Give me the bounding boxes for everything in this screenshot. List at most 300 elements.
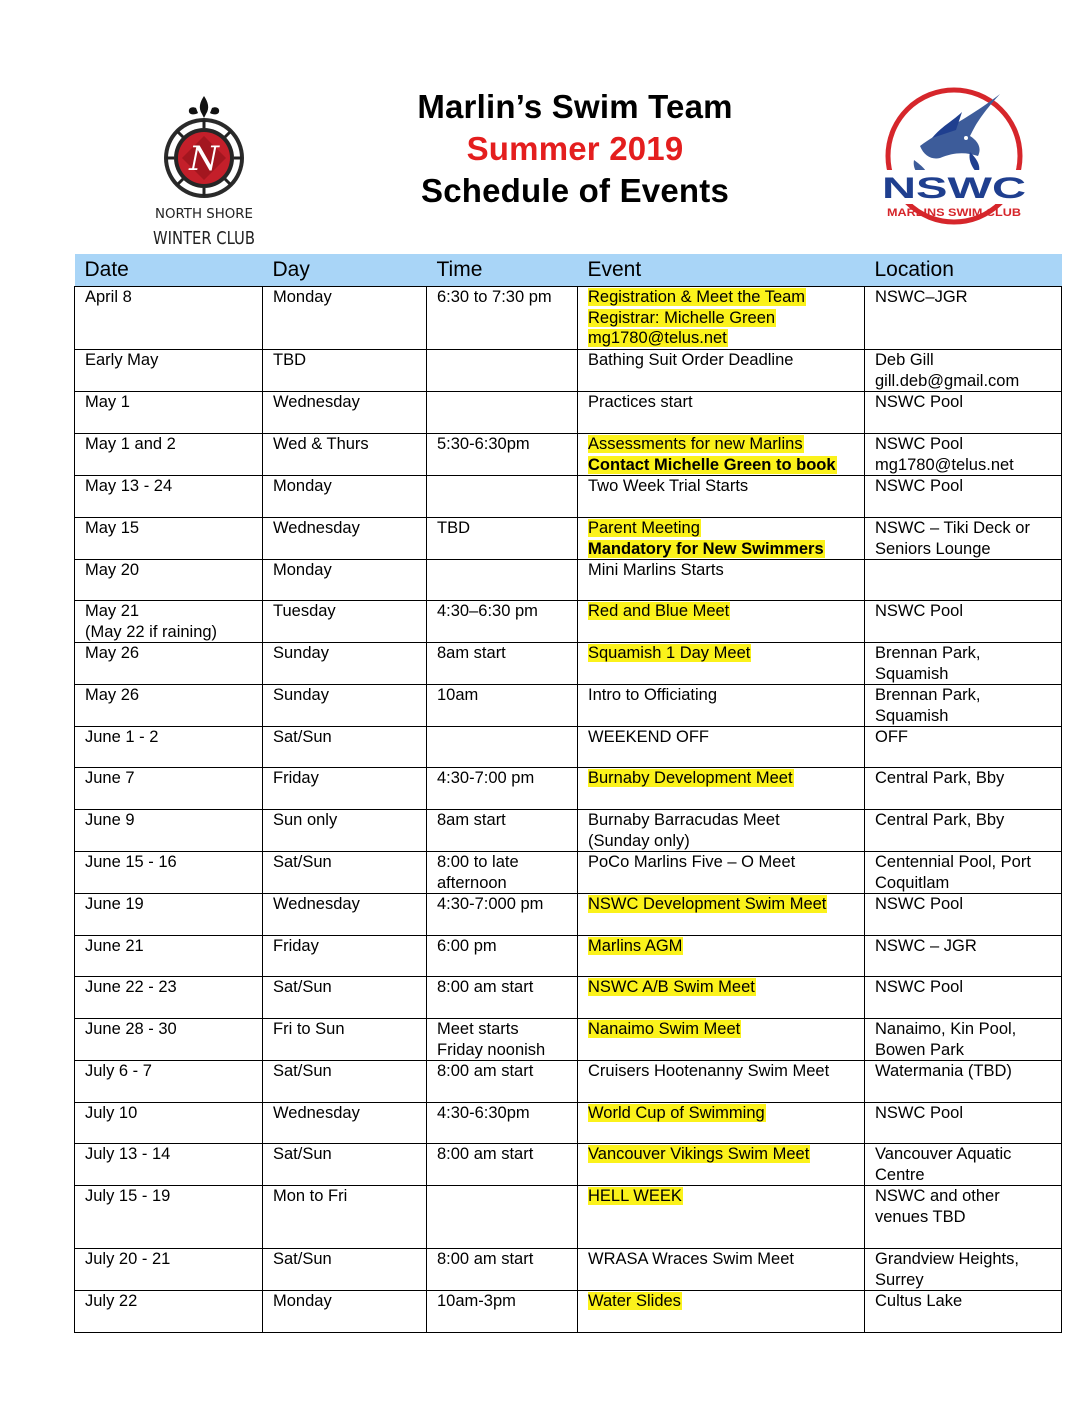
day-text-run: Sat/Sun [273, 1250, 332, 1268]
date-text-run: May 20 [85, 561, 140, 579]
time-text-run: 4:30-6:30pm [437, 1104, 530, 1122]
table-row [75, 1186, 1062, 1249]
cell-event [578, 1103, 865, 1144]
cell-day [263, 1249, 427, 1291]
location-text [875, 1165, 1061, 1186]
time-text [437, 1291, 577, 1312]
cell-event [578, 350, 865, 392]
date-text-run: May 1 and 2 [85, 435, 176, 453]
cell-time [427, 518, 578, 560]
day-text-run: Sat/Sun [273, 978, 332, 996]
day-text-run: Monday [273, 1292, 332, 1310]
day-text [273, 434, 426, 455]
date-text-run: May 13 - 24 [85, 477, 173, 495]
cell-day [263, 560, 427, 601]
cell-day [263, 392, 427, 434]
cell-time [427, 643, 578, 685]
location-text [875, 768, 1061, 789]
time-text [437, 894, 577, 915]
location-text [875, 873, 1061, 894]
cell-location [865, 852, 1062, 894]
cell-location [865, 287, 1062, 350]
title-team: Marlin’s Swim Team [417, 88, 733, 125]
date-text [85, 287, 262, 308]
table-row [75, 768, 1062, 810]
day-text [273, 601, 426, 622]
event-text [588, 1019, 864, 1040]
time-text-run: TBD [437, 519, 470, 537]
day-text [273, 1249, 426, 1270]
table-row [75, 1291, 1062, 1333]
location-text [875, 350, 1061, 371]
logo-nswc-text: NSWC [882, 172, 1026, 205]
cell-time [427, 936, 578, 977]
cell-event [578, 1144, 865, 1186]
date-text-run: July 22 [85, 1292, 138, 1310]
event-text-run: WEEKEND OFF [588, 728, 710, 746]
time-text [437, 1144, 577, 1165]
location-text-run: Squamish [875, 664, 949, 683]
event-text [588, 308, 864, 329]
cell-location [865, 1019, 1062, 1061]
event-text [588, 350, 864, 371]
cell-date [75, 518, 263, 560]
location-text-run: NSWC and other [875, 1187, 1000, 1205]
cell-date [75, 1144, 263, 1186]
cell-location [865, 476, 1062, 518]
date-text-run: June 9 [85, 811, 135, 829]
location-text [875, 476, 1061, 497]
day-text [273, 560, 426, 581]
time-text-run: 8am start [437, 811, 506, 829]
event-text-run: Squamish 1 Day Meet [588, 644, 751, 662]
cell-location [865, 685, 1062, 727]
table-row [75, 810, 1062, 852]
event-text [588, 539, 864, 560]
location-text-run: mg1780@telus.net [875, 455, 1014, 474]
table-row [75, 727, 1062, 768]
time-text [437, 287, 577, 308]
cell-time [427, 977, 578, 1019]
date-text-run: July 13 - 14 [85, 1145, 171, 1163]
table-row [75, 977, 1062, 1019]
cell-day [263, 852, 427, 894]
day-text [273, 810, 426, 831]
cell-day [263, 727, 427, 768]
event-text [588, 685, 864, 706]
cell-time [427, 1186, 578, 1249]
cell-time [427, 434, 578, 476]
date-text-run: May 21 [85, 602, 140, 620]
event-text-run: Parent Meeting [588, 519, 700, 537]
day-text [273, 1186, 426, 1207]
date-text [85, 810, 262, 831]
cell-time [427, 350, 578, 392]
day-text [273, 1144, 426, 1165]
time-text-run: 6:00 pm [437, 937, 497, 955]
time-text [437, 852, 577, 873]
cell-date [75, 1249, 263, 1291]
location-text-run: NSWC Pool [875, 895, 964, 913]
time-text-run: 10am-3pm [437, 1292, 516, 1310]
event-text [588, 1186, 864, 1207]
event-text-run: Mini Marlins Starts [588, 561, 724, 579]
date-text-run: May 1 [85, 393, 130, 411]
event-text-run: Registrar: Michelle Green [588, 308, 776, 327]
location-text-run: OFF [875, 728, 908, 746]
day-text-run: Sat/Sun [273, 853, 332, 871]
date-text [85, 1019, 262, 1040]
day-text-run: Monday [273, 477, 332, 495]
cell-day [263, 1144, 427, 1186]
event-text [588, 643, 864, 664]
table-row [75, 434, 1062, 476]
event-text-run: Two Week Trial Starts [588, 477, 749, 495]
date-text-run: June 1 - 2 [85, 728, 159, 746]
cell-date [75, 392, 263, 434]
day-text [273, 350, 426, 371]
table-row [75, 643, 1062, 685]
location-text [875, 727, 1061, 748]
cell-event [578, 768, 865, 810]
date-text [85, 518, 262, 539]
cell-date [75, 601, 263, 643]
cell-day [263, 350, 427, 392]
event-text-run: Water Slides [588, 1292, 681, 1310]
cell-time [427, 392, 578, 434]
location-text-run: Vancouver Aquatic [875, 1145, 1012, 1163]
date-text [85, 350, 262, 371]
event-text-run: Assessments for new Marlins [588, 435, 803, 453]
cell-location [865, 768, 1062, 810]
time-text [437, 434, 577, 455]
date-text-run: June 19 [85, 895, 144, 913]
location-text [875, 1061, 1061, 1082]
cell-location [865, 601, 1062, 643]
cell-location [865, 1186, 1062, 1249]
cell-date [75, 560, 263, 601]
event-text [588, 727, 864, 748]
location-text-run: Watermania (TBD) [875, 1062, 1012, 1080]
day-text [273, 476, 426, 497]
location-text-run: Cultus Lake [875, 1292, 963, 1310]
time-text [437, 768, 577, 789]
event-text [588, 852, 864, 873]
cell-event [578, 476, 865, 518]
time-text [437, 1103, 577, 1124]
location-text-run: NSWC Pool [875, 477, 964, 495]
cell-date [75, 1019, 263, 1061]
event-text-run: Bathing Suit Order Deadline [588, 351, 794, 369]
event-text-run: Vancouver Vikings Swim Meet [588, 1145, 810, 1163]
cell-event [578, 685, 865, 727]
cell-date [75, 434, 263, 476]
cell-day [263, 434, 427, 476]
event-text-run: Marlins AGM [588, 937, 683, 955]
logo-club-text: MARLINS SWIM CLUB [887, 207, 1022, 219]
cell-location [865, 1249, 1062, 1291]
date-text [85, 894, 262, 915]
date-text-run: May 26 [85, 686, 140, 704]
cell-day [263, 894, 427, 936]
location-text [875, 455, 1061, 476]
location-text [875, 518, 1061, 539]
event-text [588, 1061, 864, 1082]
cell-time [427, 1144, 578, 1186]
day-text-run: Sat/Sun [273, 1062, 332, 1080]
column-header-time: Time [427, 254, 578, 287]
location-text-run: NSWC Pool [875, 602, 964, 620]
date-text [85, 768, 262, 789]
day-text-run: Wednesday [273, 519, 360, 537]
time-text [437, 1019, 577, 1040]
day-text [273, 1061, 426, 1082]
svg-text:N: N [189, 139, 219, 179]
date-text [85, 601, 262, 622]
cell-date [75, 350, 263, 392]
event-text [588, 977, 864, 998]
cell-event [578, 810, 865, 852]
event-text [588, 287, 864, 308]
day-text-run: Tuesday [273, 602, 336, 620]
time-text [437, 1040, 577, 1061]
cell-time [427, 476, 578, 518]
event-text-run: NSWC Development Swim Meet [588, 895, 827, 913]
cell-event [578, 727, 865, 768]
cell-location [865, 977, 1062, 1019]
date-text [85, 936, 262, 957]
location-text-run: Central Park, Bby [875, 811, 1005, 829]
location-text [875, 539, 1061, 560]
event-text [588, 560, 864, 581]
time-text [437, 518, 577, 539]
time-text [437, 936, 577, 957]
date-text [85, 1103, 262, 1124]
day-text-run: TBD [273, 351, 306, 369]
location-text [875, 1186, 1061, 1207]
day-text-run: Sat/Sun [273, 1145, 332, 1163]
day-text-run: Sat/Sun [273, 728, 332, 746]
cell-date [75, 287, 263, 350]
cell-date [75, 894, 263, 936]
location-text-run: NSWC Pool [875, 435, 964, 453]
marlins-swim-club-logo [870, 86, 1038, 226]
date-text-run: June 7 [85, 769, 135, 787]
day-text-run: Friday [273, 769, 319, 787]
time-text-run: 6:30 to 7:30 pm [437, 288, 552, 306]
cell-date [75, 977, 263, 1019]
cell-time [427, 560, 578, 601]
cell-time [427, 768, 578, 810]
location-text [875, 1144, 1061, 1165]
time-text-run: 8:00 to late [437, 853, 519, 871]
event-text-run: NSWC A/B Swim Meet [588, 978, 755, 996]
time-text-run: 8am start [437, 644, 506, 662]
event-text-run: Nanaimo Swim Meet [588, 1020, 741, 1038]
time-text [437, 1061, 577, 1082]
table-row [75, 852, 1062, 894]
cell-time [427, 1103, 578, 1144]
time-text-run: 5:30-6:30pm [437, 435, 530, 453]
time-text-run: 4:30-7:00 pm [437, 769, 535, 787]
day-text [273, 685, 426, 706]
day-text-run: Sun only [273, 811, 338, 829]
location-text-run: Squamish [875, 706, 949, 725]
cell-event [578, 518, 865, 560]
day-text [273, 1291, 426, 1312]
location-text-run: Nanaimo, Kin Pool, [875, 1020, 1017, 1038]
location-text-run: Surrey [875, 1270, 924, 1289]
date-text-run: June 28 - 30 [85, 1020, 177, 1038]
location-text [875, 601, 1061, 622]
cell-event [578, 1186, 865, 1249]
cell-date [75, 936, 263, 977]
cell-date [75, 1061, 263, 1103]
cell-event [578, 1291, 865, 1333]
cell-location [865, 643, 1062, 685]
time-text [437, 643, 577, 664]
date-text [85, 622, 262, 643]
event-text-run: Practices start [588, 393, 693, 411]
cell-date [75, 768, 263, 810]
table-row [75, 601, 1062, 643]
cell-date [75, 643, 263, 685]
event-text-run: Burnaby Development Meet [588, 769, 793, 787]
event-text-run: Registration & Meet the Team [588, 288, 806, 306]
event-text-run: HELL WEEK [588, 1187, 682, 1205]
cell-date [75, 727, 263, 768]
north-shore-winter-club-logo [152, 96, 256, 252]
event-text-run: World Cup of Swimming [588, 1104, 765, 1122]
day-text [273, 894, 426, 915]
cell-event [578, 894, 865, 936]
event-text-run: Cruisers Hootenanny Swim Meet [588, 1062, 830, 1080]
location-text [875, 685, 1061, 706]
location-text-run: gill.deb@gmail.com [875, 371, 1020, 390]
cell-event [578, 287, 865, 350]
location-text-run: Brennan Park, [875, 644, 981, 662]
location-text [875, 434, 1061, 455]
cell-day [263, 601, 427, 643]
time-text-run: 10am [437, 686, 479, 704]
time-text [437, 977, 577, 998]
logo-text-line1: NORTH SHORE [155, 206, 253, 222]
event-text-run: WRASA Wraces Swim Meet [588, 1250, 794, 1268]
event-text [588, 518, 864, 539]
cell-event [578, 1249, 865, 1291]
day-text-run: Monday [273, 288, 332, 306]
day-text [273, 287, 426, 308]
time-text-run: Friday noonish [437, 1040, 546, 1059]
day-text [273, 518, 426, 539]
date-text [85, 434, 262, 455]
cell-time [427, 1249, 578, 1291]
location-text [875, 1207, 1061, 1228]
location-text-run: NSWC Pool [875, 978, 964, 996]
location-text-run: Brennan Park, [875, 686, 981, 704]
time-text [437, 873, 577, 894]
day-text-run: Wednesday [273, 393, 360, 411]
location-text [875, 977, 1061, 998]
cell-event [578, 1061, 865, 1103]
cell-location [865, 560, 1062, 601]
event-text [588, 455, 864, 476]
location-text-run: Coquitlam [875, 873, 950, 892]
cell-day [263, 287, 427, 350]
table-row [75, 1249, 1062, 1291]
cell-day [263, 1019, 427, 1061]
event-text [588, 1103, 864, 1124]
cell-day [263, 768, 427, 810]
table-row [75, 1019, 1062, 1061]
cell-event [578, 852, 865, 894]
location-text [875, 936, 1061, 957]
location-text [875, 371, 1061, 392]
time-text [437, 810, 577, 831]
day-text [273, 643, 426, 664]
event-text [588, 328, 864, 349]
event-text-run: (Sunday only) [588, 831, 690, 850]
time-text [437, 601, 577, 622]
day-text [273, 1103, 426, 1124]
cell-day [263, 810, 427, 852]
day-text-run: Wed & Thurs [273, 435, 369, 453]
cell-event [578, 936, 865, 977]
cell-location [865, 727, 1062, 768]
cell-day [263, 643, 427, 685]
date-text [85, 1291, 262, 1312]
event-text [588, 476, 864, 497]
date-text-run: (May 22 if raining) [85, 622, 218, 641]
location-text [875, 392, 1061, 413]
location-text [875, 1103, 1061, 1124]
table-row [75, 476, 1062, 518]
cell-day [263, 518, 427, 560]
day-text [273, 977, 426, 998]
day-text [273, 727, 426, 748]
column-header-day: Day [263, 254, 427, 287]
day-text-run: Wednesday [273, 1104, 360, 1122]
day-text-run: Wednesday [273, 895, 360, 913]
table-row [75, 685, 1062, 727]
event-text [588, 831, 864, 852]
event-text [588, 1291, 864, 1312]
location-text-run: NSWC Pool [875, 393, 964, 411]
event-text [588, 601, 864, 622]
cell-location [865, 810, 1062, 852]
event-text-run: Burnaby Barracudas Meet [588, 811, 780, 829]
date-text [85, 1061, 262, 1082]
cell-date [75, 476, 263, 518]
cell-time [427, 287, 578, 350]
title-season: Summer 2019 [466, 130, 684, 167]
cell-location [865, 894, 1062, 936]
date-text [85, 727, 262, 748]
cell-event [578, 434, 865, 476]
location-text [875, 1249, 1061, 1270]
cell-date [75, 685, 263, 727]
cell-event [578, 560, 865, 601]
table-row [75, 518, 1062, 560]
cell-location [865, 936, 1062, 977]
cell-day [263, 1103, 427, 1144]
location-text-run: Centre [875, 1165, 925, 1184]
day-text-run: Sunday [273, 686, 329, 704]
date-text-run: June 15 - 16 [85, 853, 177, 871]
time-text-run: Meet starts [437, 1020, 519, 1038]
location-text-run: Bowen Park [875, 1040, 964, 1059]
location-text-run: Central Park, Bby [875, 769, 1005, 787]
